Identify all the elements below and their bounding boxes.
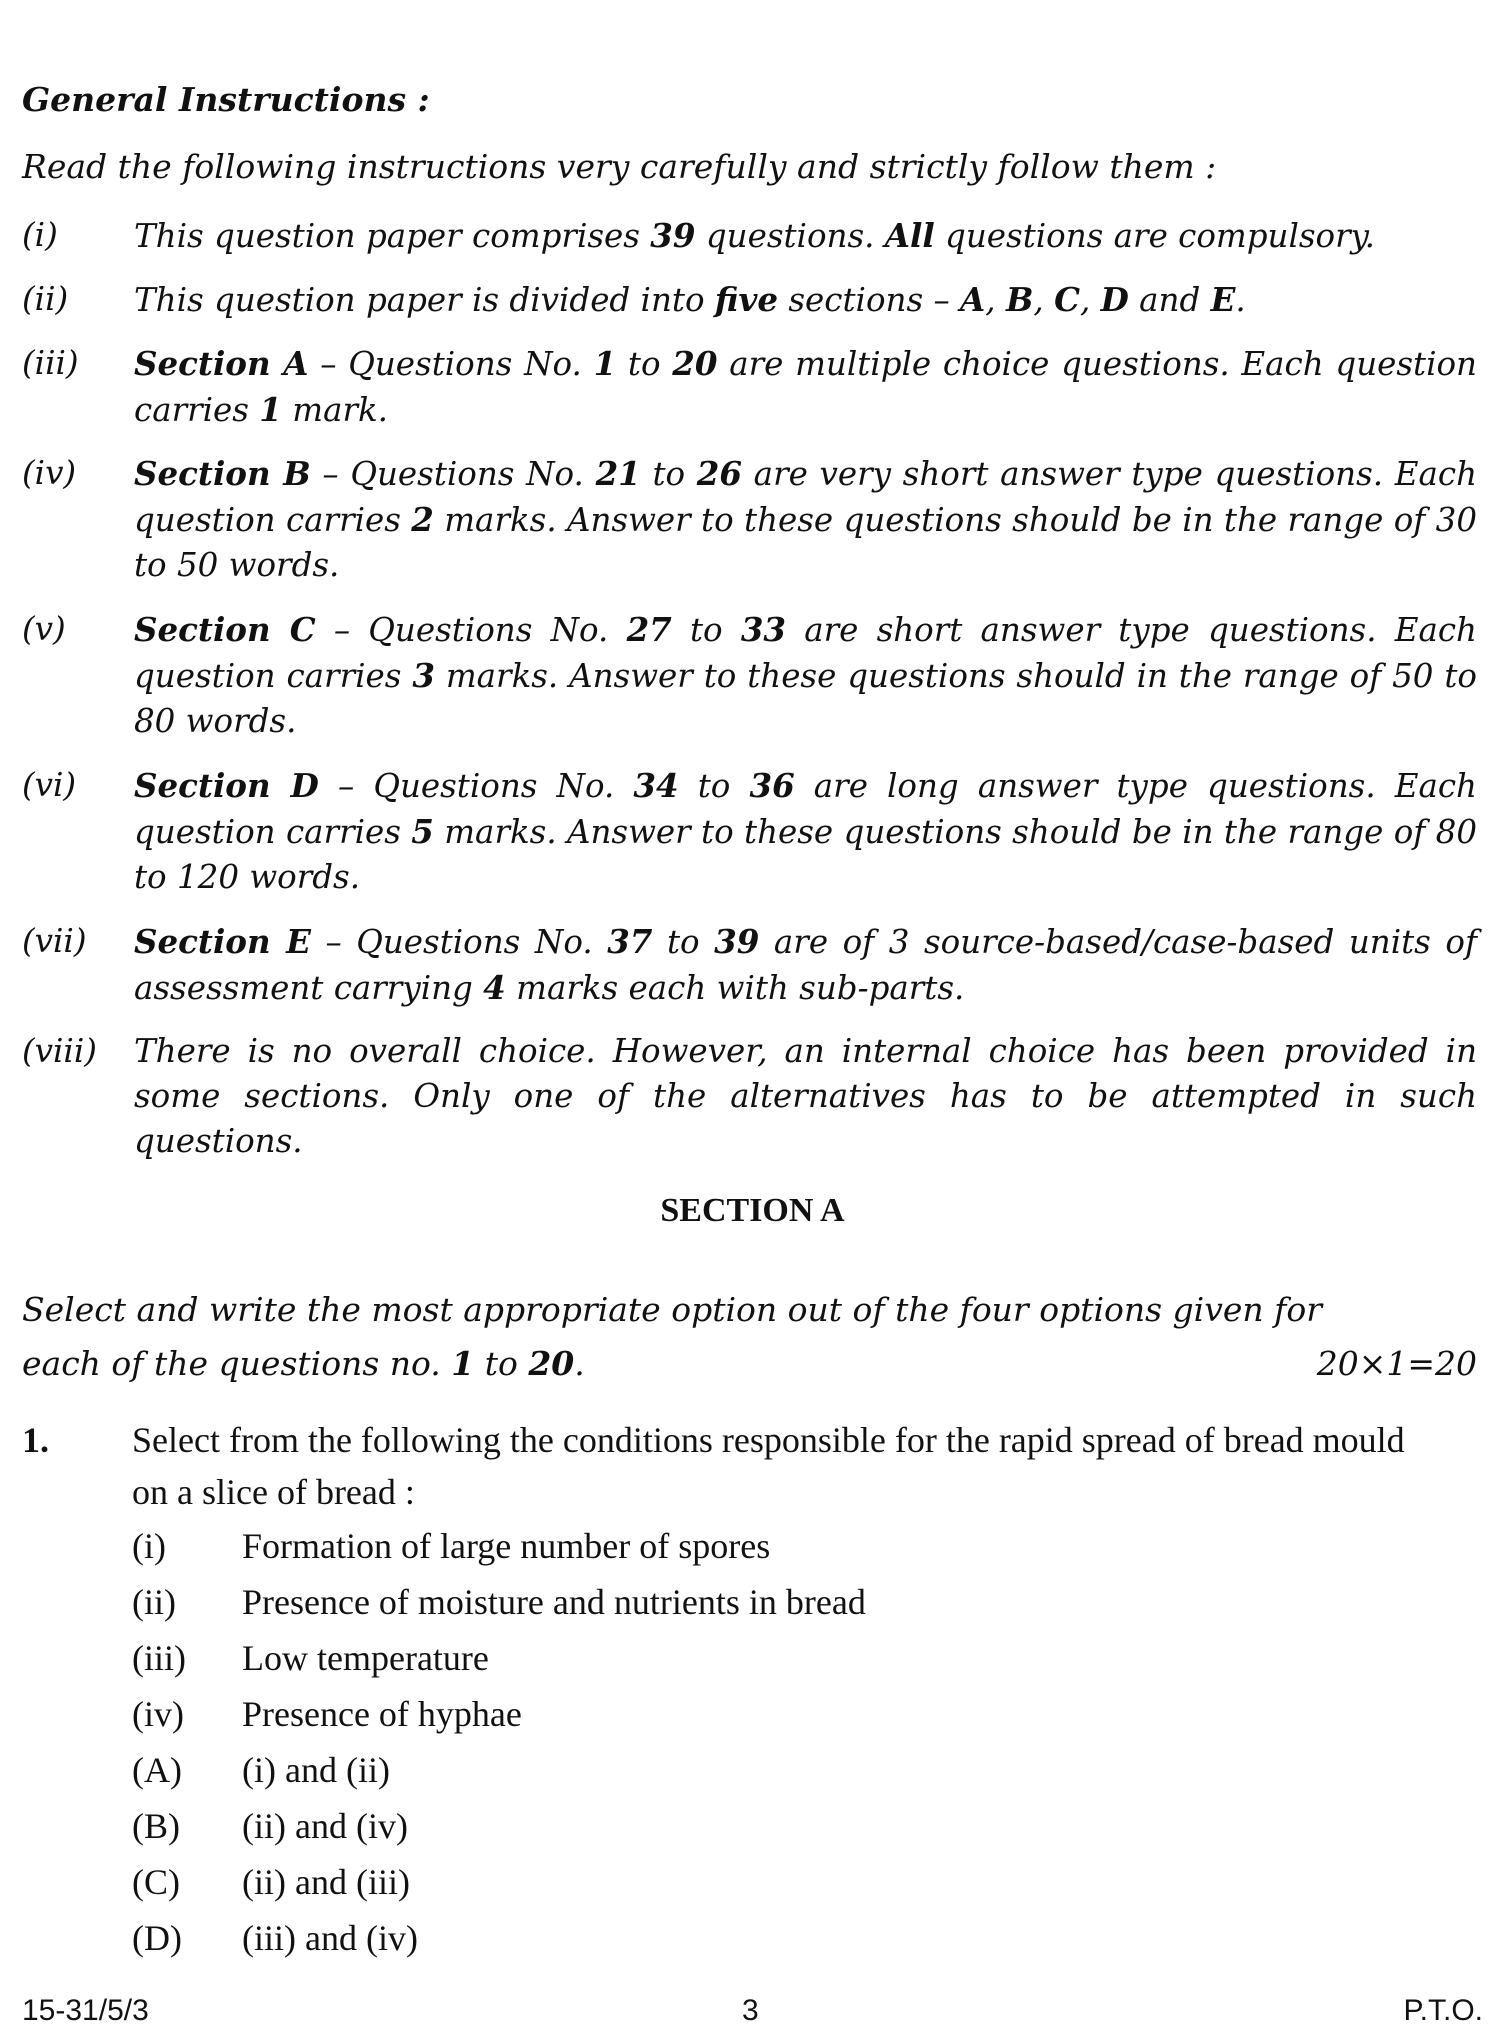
option-label: (B) xyxy=(132,1806,180,1846)
instruction-text: Section E – Questions No. 37 to 39 are of 3 source-based/case-based units of assessment carrying 4 marks each with sub-parts. xyxy=(134,922,1477,1007)
instruction-text: This question paper comprises 39 questions. All questions are compulsory. xyxy=(134,216,1376,255)
instruction-item xyxy=(22,451,1477,588)
instruction-item xyxy=(22,341,1477,433)
option-label: (A) xyxy=(132,1750,182,1790)
instruction-text: Section B – Questions No. 21 to 26 are very short answer type questions. Each question carries 2 marks. Answer to these questions should be in the range of 30 to 50 words. xyxy=(134,454,1477,584)
section-a-intro-line2: each of the questions no. 1 to 20. xyxy=(22,1344,585,1383)
instruction-number: (viii) xyxy=(22,1032,97,1070)
section-a-intro-line1: Select and write the most appropriate option out of the four options given for xyxy=(22,1290,1323,1329)
question-text: Select from the following the conditions responsible for the rapid spread of bread mould on a slice of bread : xyxy=(132,1420,1405,1512)
condition-label: (iii) xyxy=(132,1638,186,1678)
instruction-number: (iii) xyxy=(22,344,79,382)
instruction-item xyxy=(22,919,1477,1011)
option-label: (D) xyxy=(132,1918,182,1958)
instruction-item xyxy=(22,213,1477,259)
instruction-item xyxy=(22,607,1477,744)
general-instructions-lead: Read the following instructions very carefully and strictly follow them : xyxy=(22,147,1217,186)
instruction-text: Section C – Questions No. 27 to 33 are short answer type questions. Each question carries 3 marks. Answer to these questions should in the range of 50 to 80 words. xyxy=(134,610,1477,740)
condition-text: Presence of hyphae xyxy=(242,1694,522,1734)
option-text: (i) and (ii) xyxy=(242,1750,390,1790)
instruction-text: Section D – Questions No. 34 to 36 are long answer type questions. Each question carries 5 marks. Answer to these questions should be in the range of 80 to 120 words. xyxy=(134,766,1477,896)
condition-text: Presence of moisture and nutrients in bread xyxy=(242,1582,866,1622)
section-a-intro xyxy=(22,1283,1477,1391)
section-a-marks: 20×1=20 xyxy=(1316,1344,1477,1383)
instruction-number: (vii) xyxy=(22,922,87,960)
condition-label: (iv) xyxy=(132,1694,184,1734)
section-a-heading: SECTION A xyxy=(660,1192,845,1229)
question-number: 1. xyxy=(22,1420,49,1460)
option-text: (ii) and (iv) xyxy=(242,1806,408,1846)
condition-label: (ii) xyxy=(132,1582,176,1622)
paper-code: 15-31/5/3 xyxy=(22,1994,149,2027)
instruction-number: (iv) xyxy=(22,454,77,492)
option-text: (iii) and (iv) xyxy=(242,1918,418,1958)
condition-label: (i) xyxy=(132,1526,166,1566)
instruction-item xyxy=(22,277,1477,323)
instruction-text: This question paper is divided into five sections – A, B, C, D and E. xyxy=(134,280,1246,319)
condition-text: Formation of large number of spores xyxy=(242,1526,771,1566)
instruction-number: (i) xyxy=(22,216,58,254)
question-1 xyxy=(22,1414,1477,1518)
instruction-text: There is no overall choice. However, an internal choice has been provided in some sections. Only one of the alternatives has to be attempted in such questions. xyxy=(134,1032,1477,1160)
instruction-number: (vi) xyxy=(22,766,77,804)
instruction-text: Section A – Questions No. 1 to 20 are multiple choice questions. Each question carries 1 mark. xyxy=(134,344,1477,429)
instruction-item xyxy=(22,763,1477,900)
instruction-item xyxy=(22,1029,1477,1164)
condition-text: Low temperature xyxy=(242,1638,489,1678)
option-label: (C) xyxy=(132,1862,180,1902)
pto-label: P.T.O. xyxy=(1403,1994,1483,2027)
option-text: (ii) and (iii) xyxy=(242,1862,410,1902)
page-number: 3 xyxy=(742,1994,759,2027)
instruction-number: (v) xyxy=(22,610,66,648)
instruction-number: (ii) xyxy=(22,280,69,318)
general-instructions-title: General Instructions : xyxy=(22,80,430,119)
